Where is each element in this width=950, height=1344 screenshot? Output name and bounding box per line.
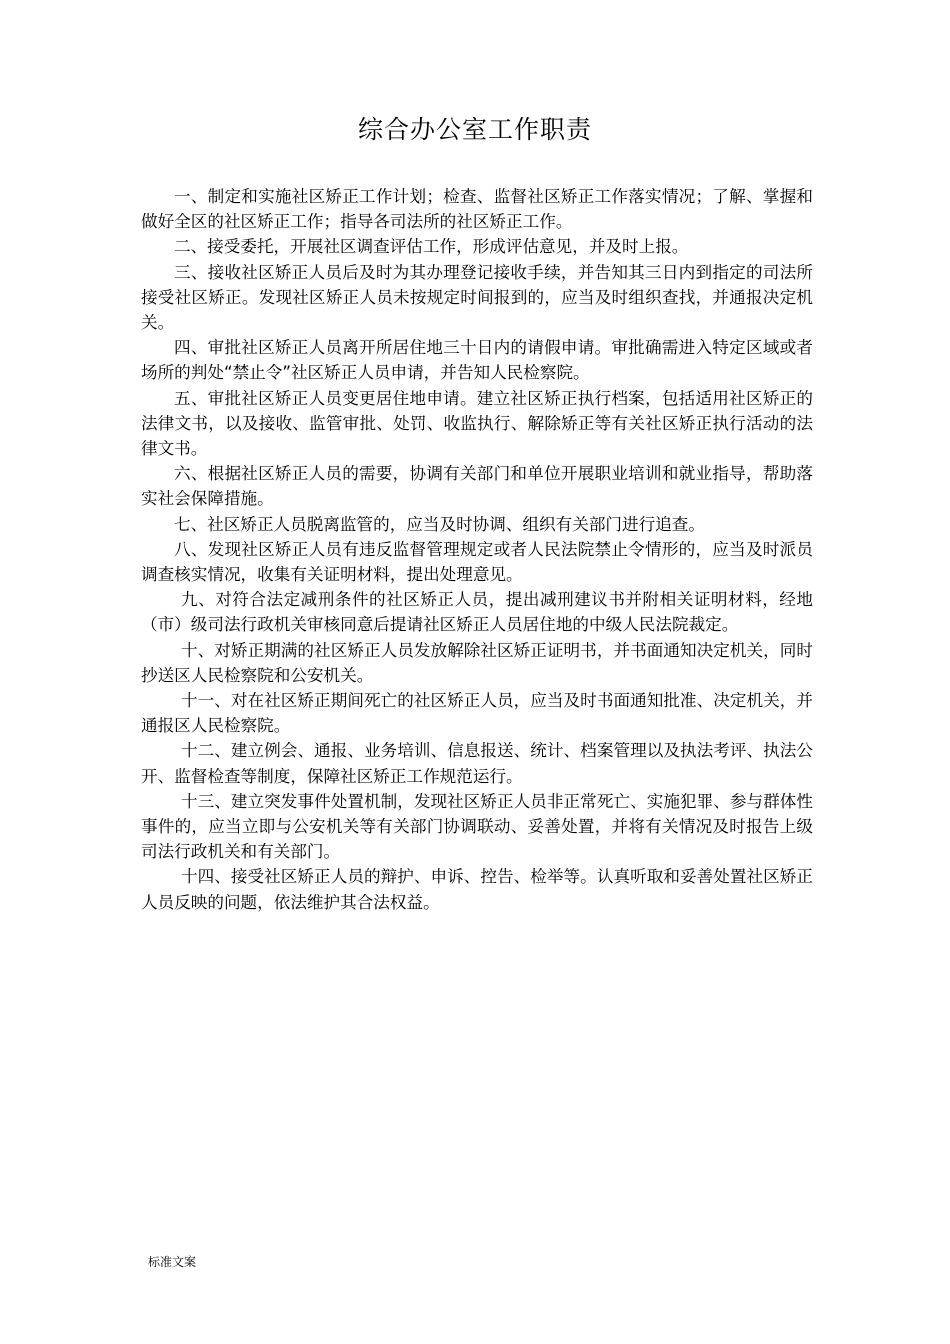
paragraph-11: 十一、对在社区矫正期间死亡的社区矫正人员，应当及时书面通知批准、决定机关，并通报区人民检察院。 [141, 691, 813, 736]
paragraph-9: 九、对符合法定减刑条件的社区矫正人员，提出减刑建议书并附相关证明材料，经地（市）级司法行政机关审核同意后提请社区矫正人员居住地的中级人民法院裁定。 [141, 590, 813, 635]
paragraph-7: 七、社区矫正人员脱离监管的，应当及时协调、组织有关部门进行追查。 [174, 514, 705, 534]
paragraph-14: 十四、接受社区矫正人员的辩护、申诉、控告、检举等。认真听取和妥善处置社区矫正人员反映的问题，依法维护其合法权益。 [141, 867, 813, 912]
paragraph-2: 二、接受委托，开展社区调查评估工作，形成评估意见，并及时上报。 [174, 237, 689, 257]
paragraph-6: 六、根据社区矫正人员的需要，协调有关部门和单位开展职业培训和就业指导，帮助落实社会保障措施。 [141, 464, 813, 509]
paragraph-10: 十、对矫正期满的社区矫正人员发放解除社区矫正证明书，并书面通知决定机关，同时抄送区人民检察院和公安机关。 [141, 640, 813, 685]
paragraph-1: 一、制定和实施社区矫正工作计划；检查、监督社区矫正工作落实情况；了解、掌握和做好全区的社区矫正工作；指导各司法所的社区矫正工作。 [141, 187, 813, 232]
paragraph-5: 五、审批社区矫正人员变更居住地申请。建立社区矫正执行档案，包括适用社区矫正的法律文书，以及接收、监管审批、处罚、收监执行、解除矫正等有关社区矫正执行活动的法律文书。 [141, 388, 813, 459]
paragraph-12: 十二、建立例会、通报、业务培训、信息报送、统计、档案管理以及执法考评、执法公开、监督检查等制度，保障社区矫正工作规范运行。 [141, 741, 813, 786]
paragraph-13: 十三、建立突发事件处置机制，发现社区矫正人员非正常死亡、实施犯罪、参与群体性事件的，应当立即与公安机关等有关部门协调联动、妥善处置，并将有关情况及时报告上级司法行政机关和有关部门。 [141, 791, 813, 862]
footer-label: 标准文案 [148, 1255, 197, 1269]
paragraph-8: 八、发现社区矫正人员有违反监督管理规定或者人民法院禁止令情形的，应当及时派员调查核实情况，收集有关证明材料，提出处理意见。 [141, 539, 813, 585]
paragraph-3: 三、接收社区矫正人员后及时为其办理登记接收手续，并告知其三日内到指定的司法所接受社区矫正。发现社区矫正人员未按规定时间报到的，应当及时组织查找，并通报决定机关。 [141, 262, 813, 333]
document-title: 综合办公室工作职责 [357, 115, 592, 144]
paragraph-4: 四、审批社区矫正人员离开所居住地三十日内的请假申请。审批确需进入特定区域或者场所的判处“禁止令”社区矫正人员申请，并告知人民检察院。 [141, 338, 813, 383]
document-body [141, 184, 813, 915]
